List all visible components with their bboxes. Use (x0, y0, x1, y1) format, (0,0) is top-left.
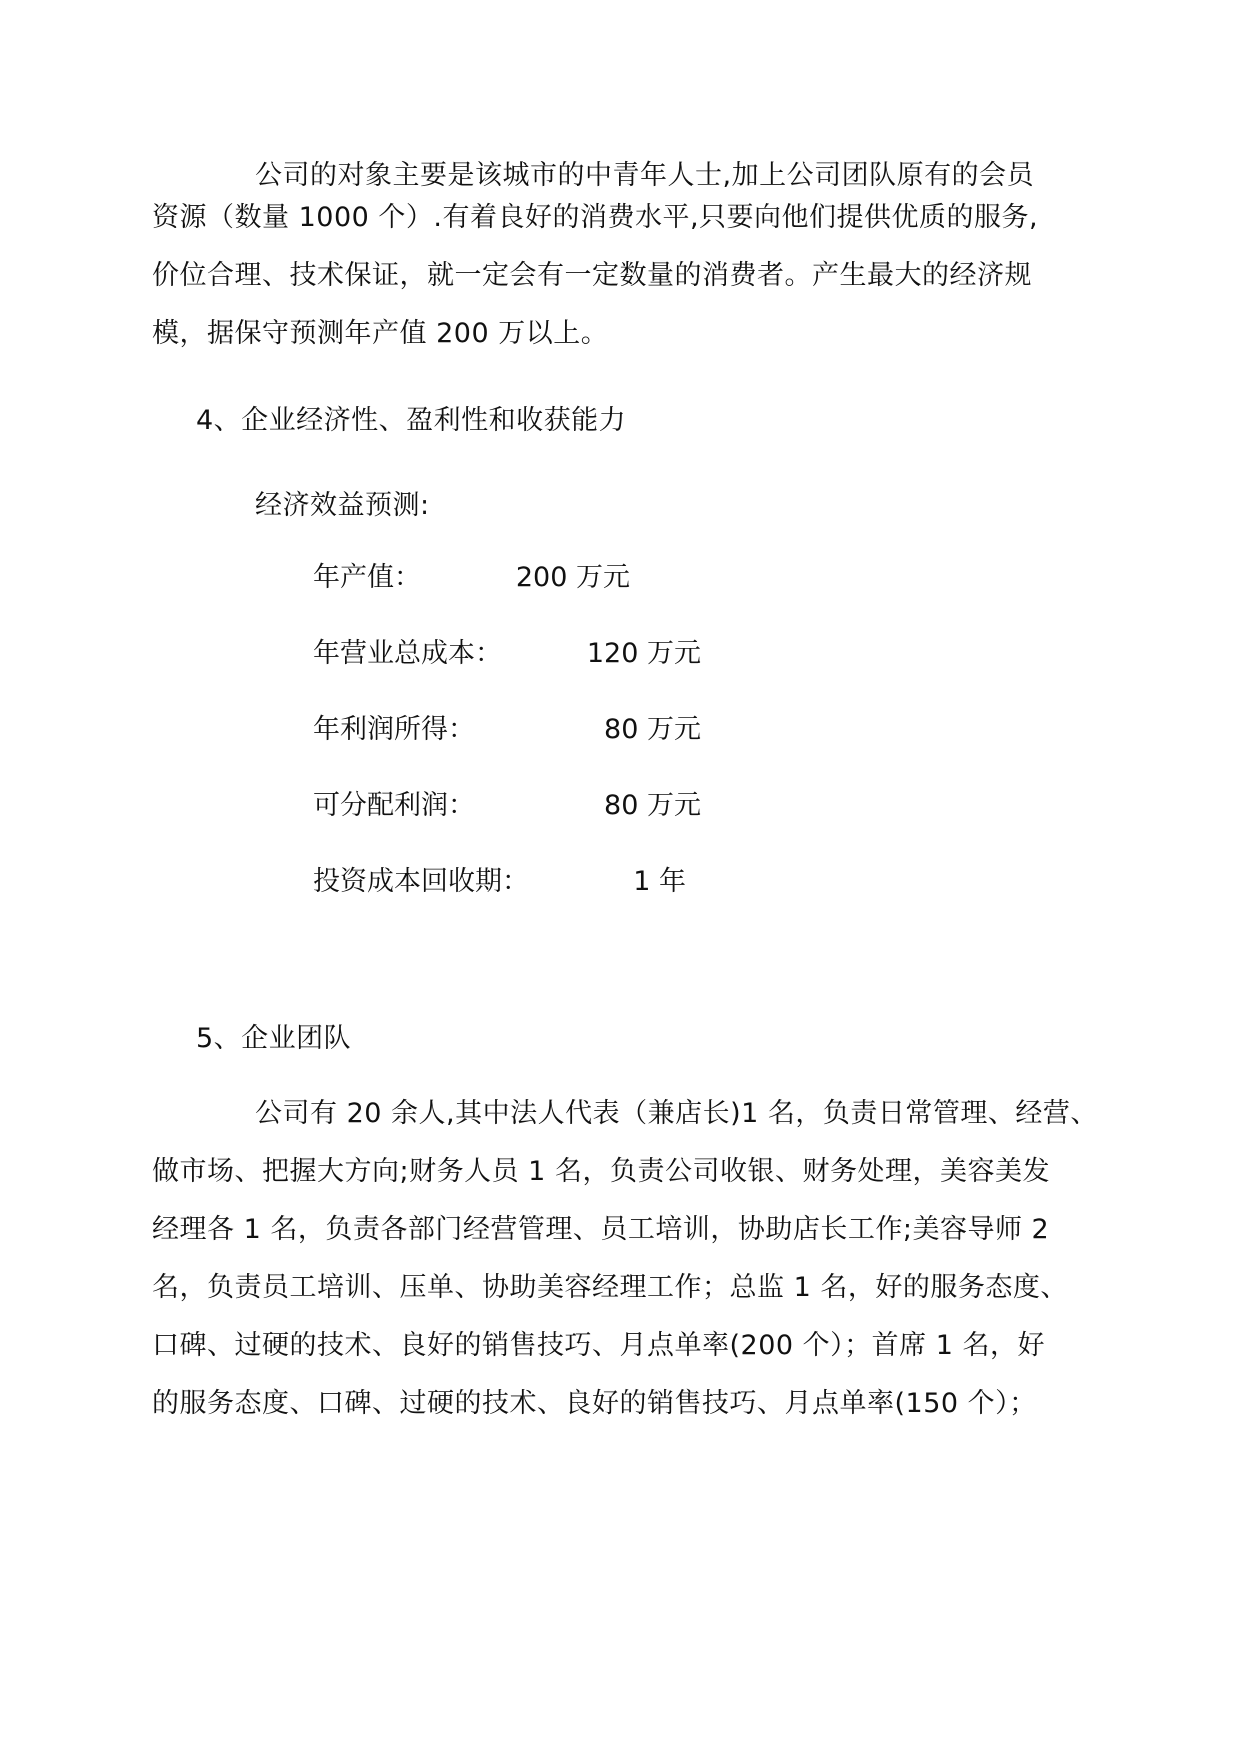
paragraph-line: 价位合理、技术保证，就一定会有一定数量的消费者。产生最大的经济规 (152, 260, 1032, 291)
section-heading: 5、企业团队 (196, 1023, 352, 1054)
paragraph-line: 的服务态度、口碑、过硬的技术、良好的销售技巧、月点单率(150 个）； (152, 1388, 1037, 1419)
forecast-value: 1 年 (633, 866, 686, 897)
forecast-value: 120 万元 (586, 638, 701, 669)
paragraph-line: 名，负责员工培训、压单、协助美容经理工作；总监 1 名，好的服务态度、 (152, 1272, 1068, 1303)
forecast-label: 可分配利润： (313, 790, 475, 821)
forecast-value: 80 万元 (604, 790, 701, 821)
forecast-label: 年营业总成本： (313, 638, 502, 669)
paragraph-line: 公司的对象主要是该城市的中青年人士,加上公司团队原有的会员 (255, 160, 1035, 191)
forecast-value: 80 万元 (604, 714, 701, 745)
forecast-label: 投资成本回收期： (313, 866, 529, 897)
forecast-label: 年利润所得： (313, 714, 475, 745)
paragraph-line: 经理各 1 名，负责各部门经营管理、员工培训，协助店长工作;美容导师 2 (152, 1214, 1050, 1245)
section-heading: 4、企业经济性、盈利性和收获能力 (196, 405, 627, 436)
paragraph-line: 资源（数量 1000 个）.有着良好的消费水平,只要向他们提供优质的服务, (152, 202, 1039, 233)
paragraph-line: 模，据保守预测年产值 200 万以上。 (152, 318, 609, 349)
forecast-value: 200 万元 (515, 562, 630, 593)
paragraph-line: 做市场、把握大方向;财务人员 1 名，负责公司收银、财务处理，美容美发 (152, 1156, 1050, 1187)
paragraph-line: 公司有 20 余人,其中法人代表（兼店长)1 名，负责日常管理、经营、 (255, 1098, 1098, 1129)
section-subheading: 经济效益预测: (255, 490, 430, 521)
paragraph-line: 口碑、过硬的技术、良好的销售技巧、月点单率(200 个）；首席 1 名，好 (152, 1330, 1045, 1361)
forecast-label: 年产值： (313, 562, 421, 593)
